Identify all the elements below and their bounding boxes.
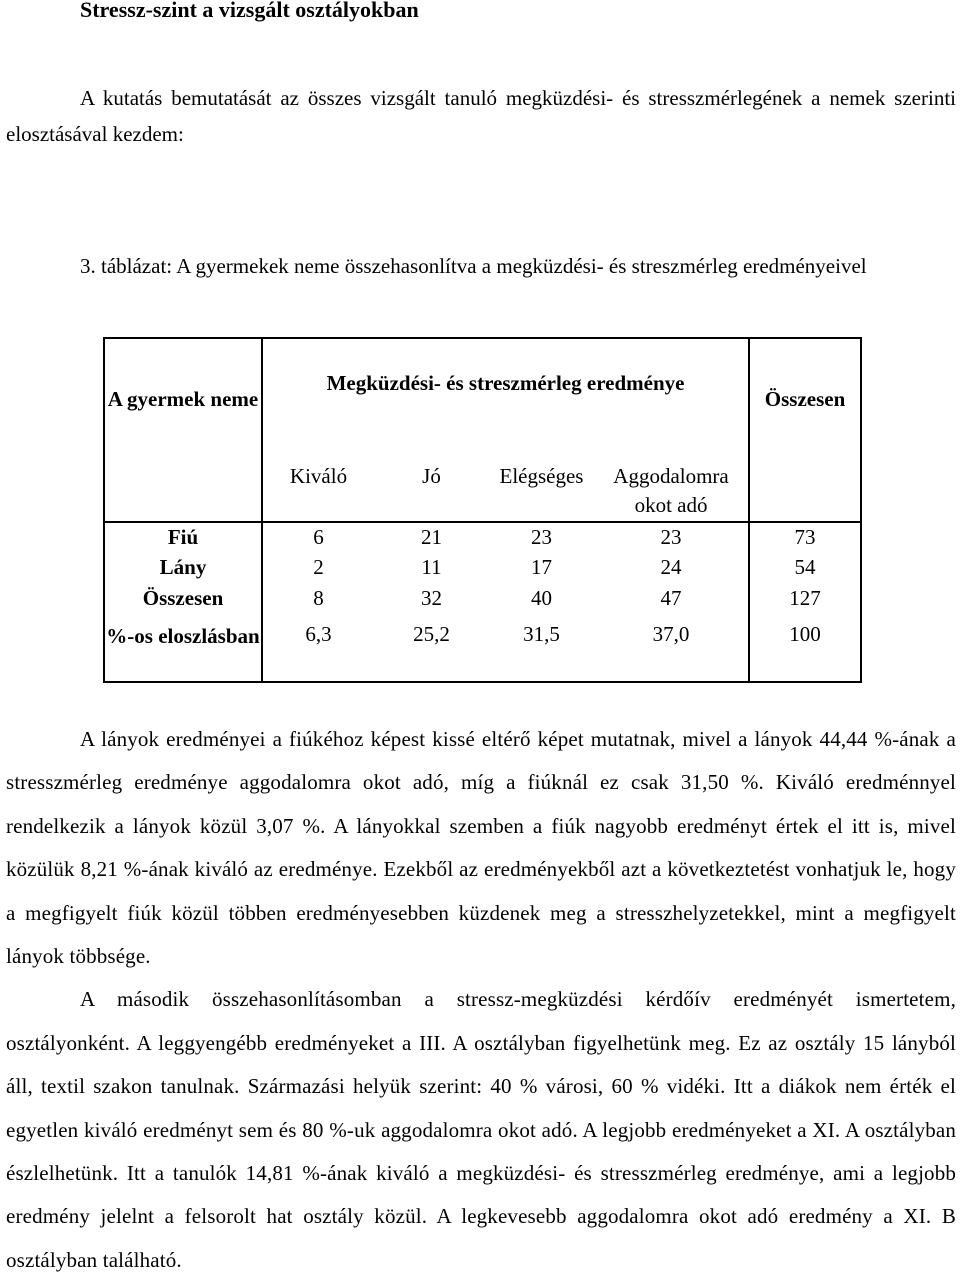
table-cell: 40 — [531, 585, 552, 610]
table-cell: 127 — [749, 582, 861, 614]
table-cell: 21 — [374, 522, 489, 552]
table-cell: 24 — [660, 554, 682, 579]
table-cell: 23 — [594, 522, 749, 552]
header-group: Megküzdési- és streszmérleg eredménye — [262, 338, 749, 460]
subheader-cell: Jó — [422, 464, 441, 488]
header-total: Összesen — [749, 338, 861, 460]
table-cell: 73 — [749, 522, 861, 552]
body-paragraph: A második összehasonlításomban a stressz-megküzdési kérdőív eredményét ismertetem, osztályonként. A leggyengébb eredményeket a III. A osztályban figyelhetünk meg. Ez az osztály 15 lányból áll, textil szakon tanulnak. Származási helyük szerint: 40 % városi, 60 % vidéki. Itt a diákok nem érték el egyetlen kiváló eredményt sem és 80 %-uk aggodalomra okot adó. A legjobb eredményeket a XI. A osztályban észlelhetünk. Itt a tanulók 14,81 %-ának kiváló a megküzdési- és stresszmérleg eredménye, ami a legjobb eredmény jelelnt a felsorolt hat osztály közül. A legkevesebb aggodalomra okot adó eredmény a XI. B osztályban található. — [6, 987, 956, 1272]
row-label: %-os eloszlásban — [104, 614, 262, 682]
row-label: Fiú — [104, 522, 262, 552]
table-cell: 100 — [749, 614, 861, 682]
table-cell: 6,3 — [262, 614, 374, 682]
table-caption: 3. táblázat: A gyermekek neme összehasonlítva a megküzdési- és streszmérleg eredményeivel — [80, 254, 867, 278]
table-cell: 8 — [262, 582, 374, 614]
subheader-cell: Kiváló — [262, 460, 374, 522]
section-heading: Stressz-szint a vizsgált osztályokban — [80, 0, 419, 22]
table-cell: 2 — [262, 552, 374, 582]
header-gender: A gyermek neme — [104, 338, 262, 460]
table-cell: 17 — [531, 554, 552, 579]
subheader-cell: Aggodalomra okot adó — [613, 464, 729, 517]
table-cell: 25,2 — [374, 614, 489, 682]
row-label: Összesen — [104, 582, 262, 614]
body-text — [6, 718, 956, 1282]
table-cell: 54 — [749, 552, 861, 582]
intro-paragraph: A kutatás bemutatását az összes vizsgált tanuló megküzdési- és stresszmérlegének a nemek szerinti elosztásával kezdem: — [6, 86, 956, 146]
table-cell: 23 — [489, 522, 594, 552]
table-cell: 47 — [660, 585, 682, 610]
subheader-cell: Elégséges — [499, 464, 584, 488]
table-cell: 32 — [421, 585, 442, 610]
row-label: Lány — [104, 552, 262, 582]
table-cell: 6 — [262, 522, 374, 552]
table-cell: 31,5 — [489, 614, 594, 682]
results-table — [103, 337, 862, 683]
table-cell: 37,0 — [594, 614, 749, 682]
table-cell: 11 — [421, 554, 442, 579]
body-paragraph: A lányok eredményei a fiúkéhoz képest kissé eltérő képet mutatnak, mivel a lányok 44,44 %-ának a stresszmérleg eredménye aggodalomra okot adó, míg a fiúknál ez csak 31,50 %. Kiváló eredménnyel rendelkezik a lányok közül 3,07 %. A lányokkal szemben a fiúk nagyobb eredményt értek el itt is, mivel közülük 8,21 %-ának kiváló az eredménye. Ezekből az eredményekből azt a következtetést vonhatjuk le, hogy a megfigyelt fiúk közül többen eredményesebben küzdenek meg a stresszhelyzetekkel, mint a megfigyelt lányok többsége. — [6, 727, 956, 969]
